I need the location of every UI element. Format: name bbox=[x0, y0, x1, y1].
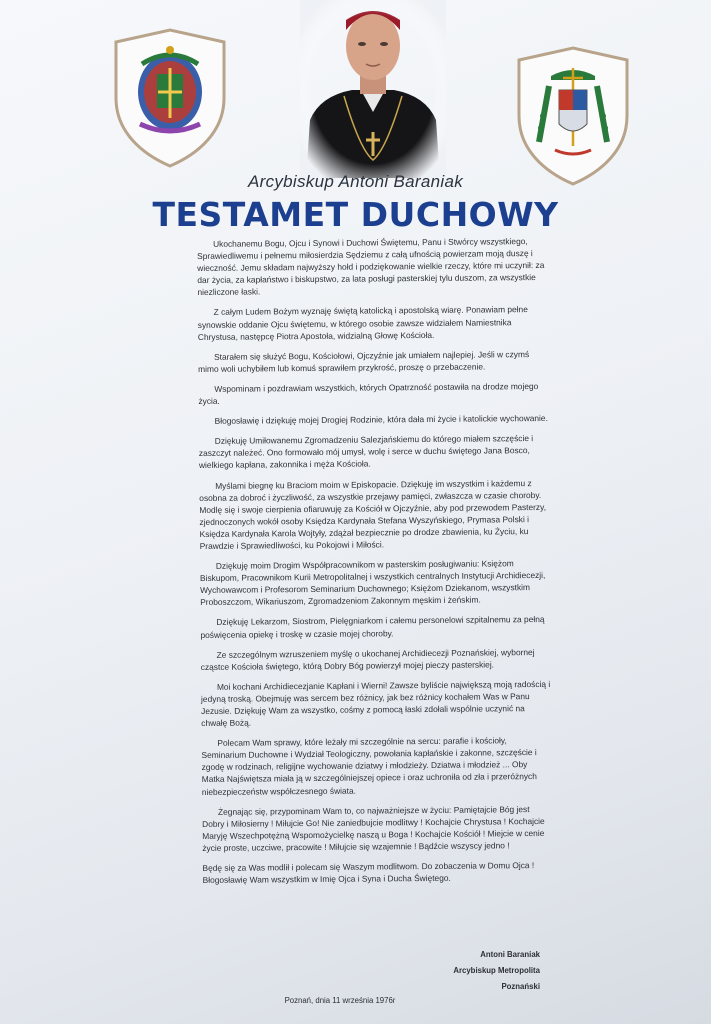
testament-paragraph: Dziękuję Umiłowanemu Zgromadzeniu Salezjańskiemu do którego miałem szczęście i zaszczyt należeć. Ono formowało mój umysł, wolę i serce w duchu świętego Jana Bosco, wielkiego kapłana, zakonnika i męża Kościoła. bbox=[198, 433, 534, 471]
testament-paragraph: Moi kochani Archidiecezjanie Kapłani i Wierni! Zawsze byliście największą moją radością i jedyną troską. Obejmuję was sercem bez różnicy, jak bez różnicy kochałem Was w Panu Jezusie. Dziękuję Wam za wszystko, cośmy z pomocą łaski zdołali wspólnie uczynić na chwałę Bożą. bbox=[200, 678, 551, 729]
testament-paragraph: Błogosławię i dziękuję mojej Drogiej Rodzinie, która dała mi życie i katolickie wychowanie. bbox=[214, 413, 548, 426]
archbishop-portrait bbox=[300, 0, 446, 178]
signature-role: Arcybiskup Metropolita bbox=[453, 966, 540, 975]
place-and-date: Poznań, dnia 11 września 1976r bbox=[284, 996, 396, 1005]
testament-paragraph: Wspominam i pozdrawiam wszystkich, których Opatrzność postawiła na drodze mojego życia. bbox=[198, 380, 539, 407]
testament-paragraph: Żegnając się, przypominam Wam to, co najważniejsze w życiu: Pamiętajcie Bóg jest Dobry i Miłosierny ! Miłujcie Go! Nie zaniedbujcie modlitwy ! Kochajcie Chrystusa ! Kochajcie Maryję Wszechpotężną Wspomożycielkę naszą u Boga ! Kochajcie Kościół ! Miejcie w cenie życie proste, uczciwe, pracowite ! Miłujcie się wzajemnie ! Bądźcie wszyscy jedno ! bbox=[202, 803, 545, 853]
testament-paragraph: Ukochanemu Bogu, Ojcu i Synowi i Duchowi Świętemu, Panu i Stwórcy wszystkiego, Sprawiedliwemu i pełnemu miłosierdzia Sędziemu z całą ufnością powierzam moją duszę i wieczność. Jemu składam najwyższy hołd i podziękowanie wielkie rzeczy, które mi uczynił: za dar życia, za kapłaństwo i biskupstwo, za lata posługi pasterskiej tylu duszom, za wszystkie niezliczone łaski. bbox=[197, 236, 545, 298]
closing-paragraph: Będę się za Was modlił i polecam się Waszym modlitwom. Do zobaczenia w Domu Ojca ! Błogosławię Wam wszystkim w Imię Ojca i Syna i Ducha Świętego. bbox=[202, 860, 535, 886]
document-subtitle: Arcybiskup Antoni Baraniak bbox=[247, 172, 464, 191]
signature-see: Poznański bbox=[501, 982, 540, 991]
testament-paragraph: Dziękuję Lekarzom, Siostrom, Pielęgniarkom i całemu personelowi szpitalnemu za pełną poświęcenia opiekę i troskę w czasie mojej choroby. bbox=[200, 614, 545, 640]
document-title: TESTAMET DUCHOWY bbox=[152, 195, 559, 234]
signature-name: Antoni Baraniak bbox=[480, 950, 540, 959]
left-coat-of-arms-icon bbox=[112, 28, 228, 168]
testament-paragraph: Ze szczególnym wzruszeniem myślę o ukochanej Archidiecezji Poznańskiej, wybornej cząstce Kościoła świętego, którą Dobry Bóg powierzył mojej pieczy pasterskiej. bbox=[200, 646, 535, 672]
right-coat-of-arms-icon bbox=[515, 46, 631, 186]
testament-paragraph: Z całym Ludem Bożym wyznaję świętą katolicką i apostolską wiarę. Ponawiam pełne synowskie oddanie Ojcu świętemu, w którego osobie zawsze widziałem Namiestnika Chrystusa, następcę Piotra Apostoła, widzialną Głowę Kościoła. bbox=[197, 304, 528, 342]
testament-body bbox=[197, 235, 553, 894]
testament-paragraph: Polecam Wam sprawy, które leżały mi szczególnie na sercu: parafie i kościoły, Seminarium Duchowne i Wydział Teologiczny, powołania kapłańskie i zakonne, szczęście i zgodę w rodzinach, religijne wychowanie dziatwy i młodzieży. Dziatwa i młodzież ... Oby Matka Najświętsza miała ją w szczególniejszej opiece i oraz uchroniła od zła i przeróżnych niebezpieczeństw współczesnego świata. bbox=[201, 735, 537, 797]
testament-paragraph: Dziękuję moim Drogim Współpracownikom w pasterskim posługiwaniu: Księżom Biskupom, Pracownikom Kurii Metropolitalnej i wszystkich centralnych Instytucji Archidiecezji, Wychowawcom i Profesorom Seminarium Duchownego; Księżom Dziekanom, wszystkim Proboszczom, Wikariuszom, Zgromadzeniom Zakonnym męskim i żeńskim. bbox=[199, 558, 546, 608]
testament-paragraph: Myślami biegnę ku Braciom moim w Episkopacie. Dziękuję im wszystkim i każdemu z osobna za dobroć i życzliwość, za wszystkie przejawy pamięci, zwłaszcza w czasie choroby. Modlę się i swoje cierpienia ofiaruwuję za Kościół w Ojczyźnie, aby pod przewodem Pasterzy, zjednoczonych wokół osoby Księdza Kardynała Stefana Wyszyńskiego, Prymasa Polski i Księdza Kardynała Karola Wojtyły, zdążał bezpiecznie po drodze zbawienia, ku Życiu, ku Prawdzie i Sprawiedliwości, ku Pokojowi i Miłości. bbox=[199, 477, 547, 551]
testament-paragraph: Starałem się służyć Bogu, Kościołowi, Ojczyźnie jak umiałem najlepiej. Jeśli w czymś mimo woli uchybiłem lub komuś sprawiłem przykrość, proszę o przebaczenie. bbox=[198, 348, 530, 374]
